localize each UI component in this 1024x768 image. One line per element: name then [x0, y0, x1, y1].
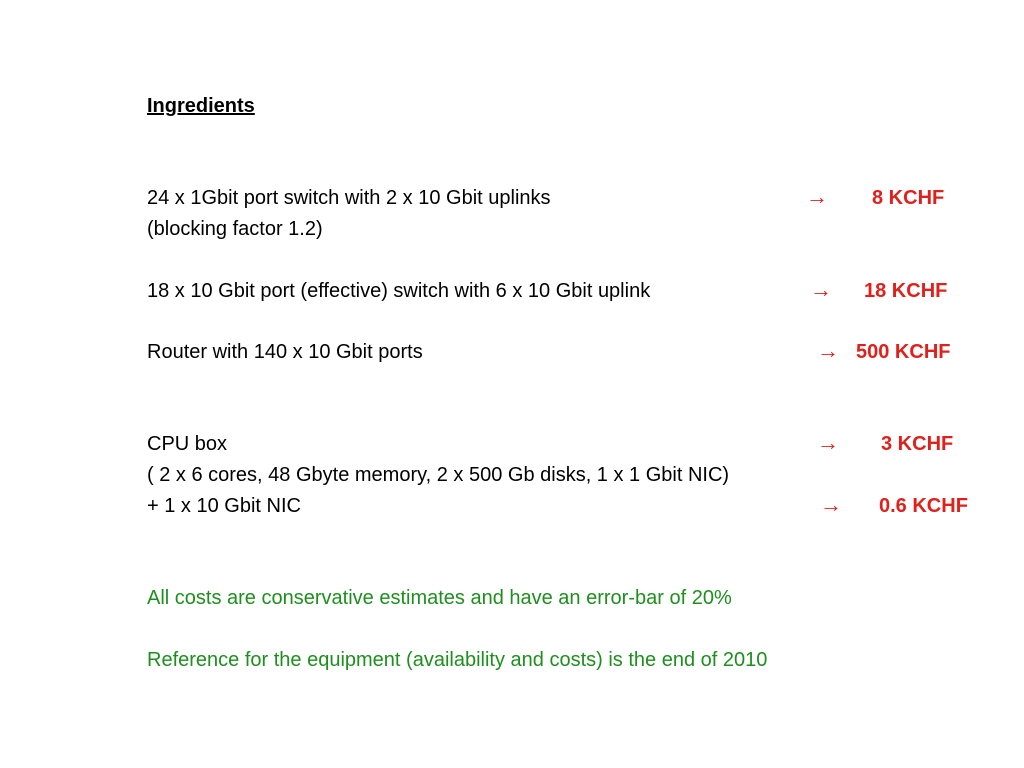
item-switch1-note: (blocking factor 1.2) [147, 218, 323, 240]
arrow-right-icon: → [810, 277, 832, 302]
item-router-description: Router with 140 x 10 Gbit ports [147, 341, 423, 363]
item-cpu-cost: 3 KCHF [881, 433, 954, 455]
note-reference: Reference for the equipment (availability and costs) is the end of 2010 [147, 649, 768, 671]
item-switch2-cost: 18 KCHF [864, 280, 948, 302]
arrow-right-icon: → [820, 492, 842, 517]
arrow-right-icon: → [817, 430, 839, 455]
note-estimate: All costs are conservative estimates and have an error-bar of 20% [147, 587, 732, 609]
item-cpu-specs: ( 2 x 6 cores, 48 Gbyte memory, 2 x 500 Gb disks, 1 x 1 Gbit NIC) [147, 464, 730, 486]
item-switch1-description: 24 x 1Gbit port switch with 2 x 10 Gbit uplinks [147, 187, 551, 209]
item-cpu-description: CPU box [147, 433, 228, 455]
item-router-cost: 500 KCHF [856, 341, 951, 363]
item-switch2-description: 18 x 10 Gbit port (effective) switch with 6 x 10 Gbit uplink [147, 280, 651, 302]
arrow-right-icon: → [817, 338, 839, 363]
item-nic-cost: 0.6 KCHF [879, 495, 968, 517]
item-nic-description: + 1 x 10 Gbit NIC [147, 495, 301, 517]
arrow-right-icon: → [806, 184, 828, 209]
heading: Ingredients [147, 95, 255, 117]
item-switch1-cost: 8 KCHF [872, 187, 945, 209]
